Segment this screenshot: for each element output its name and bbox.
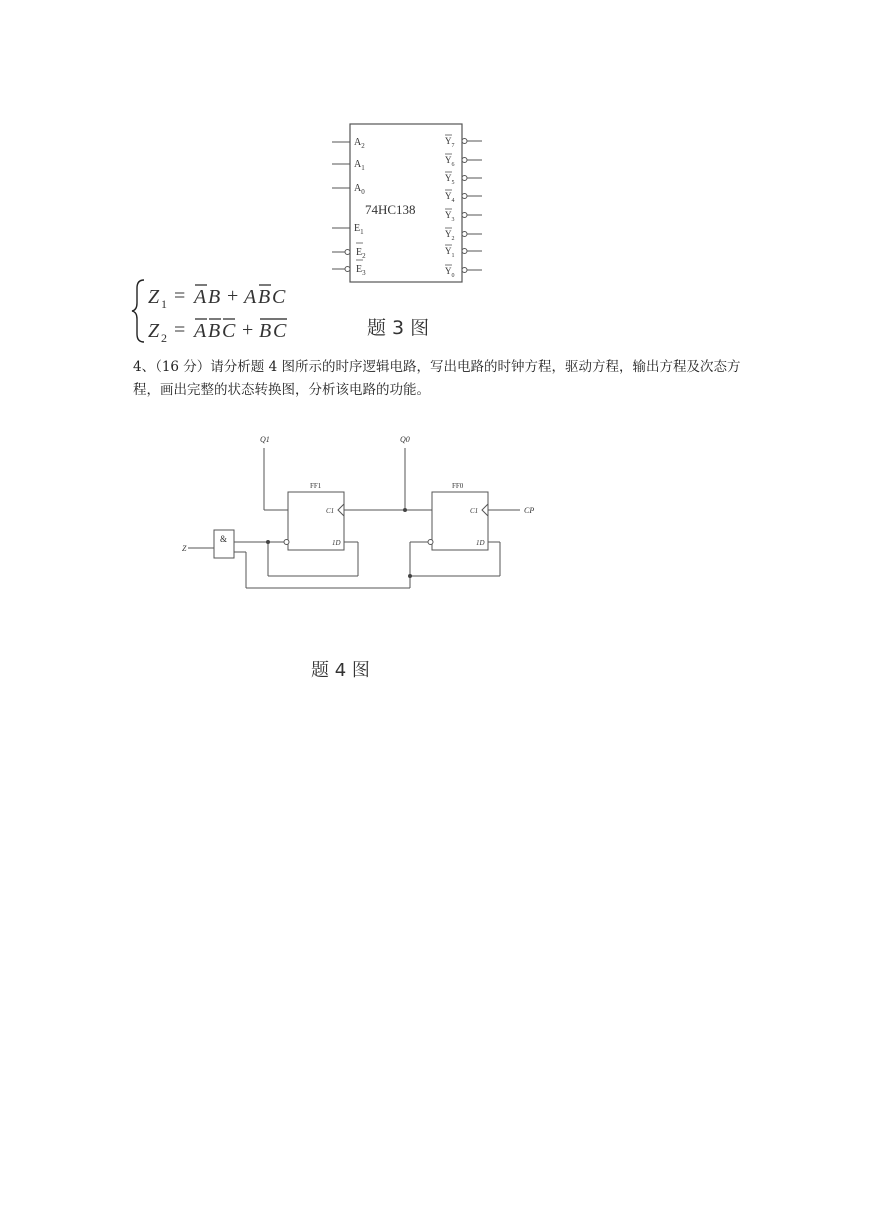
decoder-74hc138-figure xyxy=(320,118,500,288)
figure-3-caption: 题 3 图 xyxy=(367,317,430,339)
svg-text:A: A xyxy=(194,320,207,342)
svg-text:E1: $E_1$ xyxy=(354,223,364,236)
decoder-input-E3-bar xyxy=(332,260,366,277)
decoder-output-Y1 xyxy=(445,245,482,259)
svg-text:1: 1 xyxy=(161,297,167,311)
decoder-output-Y4 xyxy=(445,190,482,204)
equation-z1 xyxy=(148,285,286,311)
circuit-label-q0: Q0 xyxy=(400,435,410,444)
equation-system xyxy=(130,276,310,346)
decoder-input-E2-bar xyxy=(332,243,366,260)
svg-text:A2: $A_2$ xyxy=(354,137,365,150)
svg-text:A0: $A_0$ xyxy=(354,183,365,196)
decoder-chip-label: 74HC138 xyxy=(365,202,416,217)
circuit-label-ff1-d: 1D xyxy=(332,539,341,547)
svg-text:Y0: $Y_0$ xyxy=(445,266,455,279)
svg-text:=: = xyxy=(174,285,186,307)
svg-text:C: C xyxy=(222,320,236,342)
svg-text:Y4: $Y_4$ xyxy=(445,191,455,204)
svg-text:Y1: $Y_1$ xyxy=(445,246,455,259)
decoder-output-Y5 xyxy=(445,172,482,186)
question-4-text: 4、（16 分）请分析题 4 图所示的时序逻辑电路，写出电路的时钟方程，驱动方程，输出方程及次态方程，画出完整的状态转换图，分析该电路的功能。 xyxy=(133,359,741,398)
svg-text:Y5: $Y_5$ xyxy=(445,173,455,186)
svg-text:B: B xyxy=(208,320,221,342)
svg-text:+: + xyxy=(242,319,254,341)
circuit-label-ff1-c1: C1 xyxy=(326,507,335,515)
decoder-input-A0 xyxy=(332,183,365,196)
figure-4-caption: 题 4 图 xyxy=(311,660,370,681)
svg-text:A: A xyxy=(244,286,257,308)
decoder-output-Y0 xyxy=(445,265,482,279)
circuit-label-and: & xyxy=(220,534,228,544)
svg-text:Z: Z xyxy=(148,320,160,342)
circuit-label-cp: CP xyxy=(524,506,535,515)
decoder-input-A2 xyxy=(332,137,365,150)
svg-text:+: + xyxy=(227,285,239,307)
svg-text:A1: $A_1$ xyxy=(354,159,365,172)
svg-text:E3: $E_3$ xyxy=(356,264,366,277)
decoder-output-Y7 xyxy=(445,135,482,149)
svg-text:=: = xyxy=(174,319,186,341)
decoder-output-Y6 xyxy=(445,154,482,168)
svg-text:Y3: $Y_3$ xyxy=(445,210,455,223)
svg-text:C: C xyxy=(272,286,286,308)
circuit-label-ff0-c1: C1 xyxy=(470,507,479,515)
svg-text:2: 2 xyxy=(161,331,167,345)
svg-text:Z: Z xyxy=(148,286,160,308)
circuit-label-ff0: FF0 xyxy=(452,482,464,490)
equation-z2 xyxy=(148,319,287,345)
svg-text:B: B xyxy=(258,286,271,308)
svg-text:Y2: $Y_2$ xyxy=(445,229,455,242)
circuit-label-ff1: FF1 xyxy=(310,482,322,490)
circuit-label-q1: Q1 xyxy=(260,435,270,444)
circuit-label-z: Z xyxy=(182,544,187,553)
svg-text:B: B xyxy=(208,286,221,308)
decoder-output-Y2 xyxy=(445,228,482,242)
svg-text:E2: $E_2$ xyxy=(356,247,366,260)
circuit-label-ff0-d: 1D xyxy=(476,539,485,547)
decoder-output-Y3 xyxy=(445,209,482,223)
svg-text:B: B xyxy=(259,320,272,342)
svg-text:A: A xyxy=(194,286,207,308)
svg-text:Y7: $Y_7$ xyxy=(445,136,455,149)
decoder-input-E1 xyxy=(332,223,364,236)
svg-text:Y6: $Y_6$ xyxy=(445,155,455,168)
svg-text:C: C xyxy=(273,320,287,342)
decoder-input-A1 xyxy=(332,159,365,172)
sequential-circuit-figure xyxy=(160,422,560,612)
equation-brace xyxy=(132,280,144,342)
